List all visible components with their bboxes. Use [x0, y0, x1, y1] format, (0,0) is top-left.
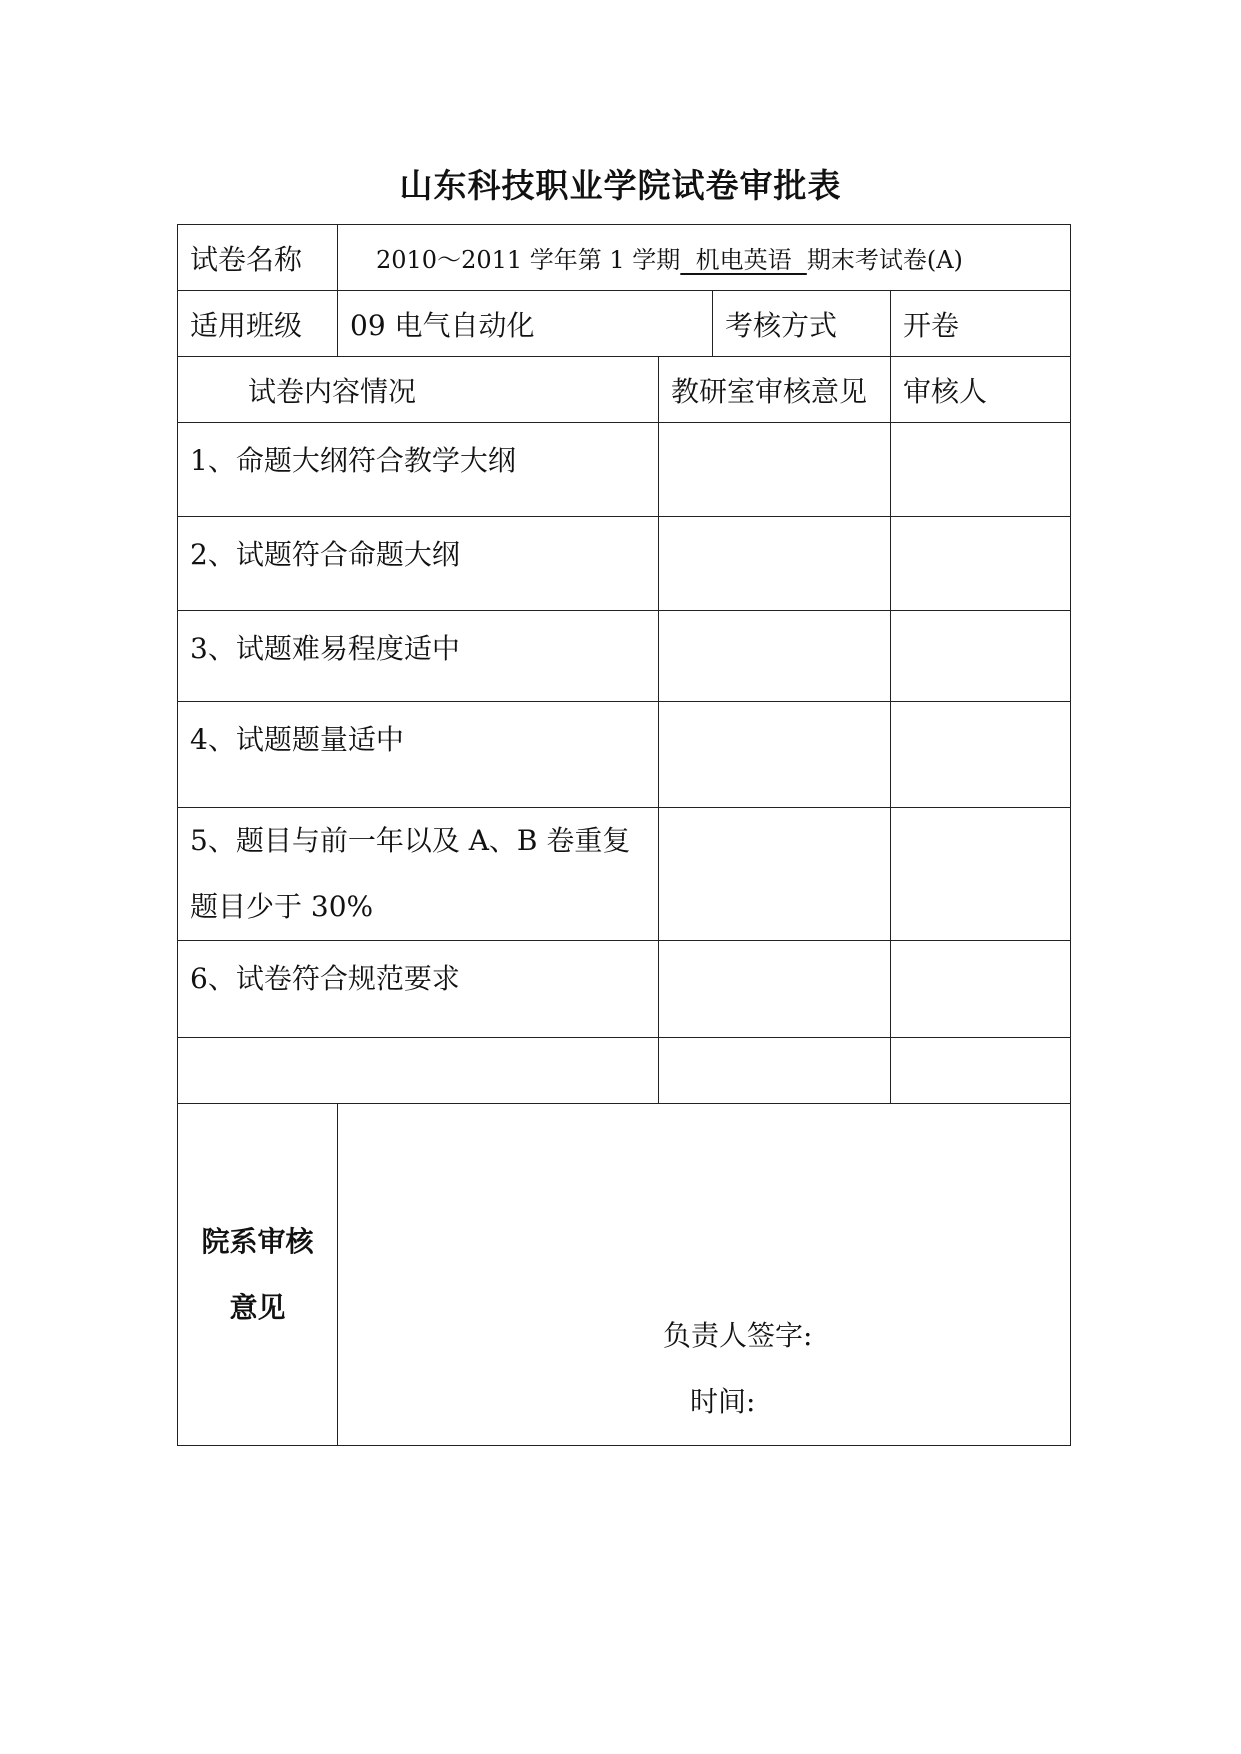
header-row	[178, 357, 1071, 423]
blank-cell	[178, 1038, 659, 1104]
exam-name-label: 试卷名称	[178, 225, 338, 291]
reviewer-cell	[891, 702, 1071, 808]
table-row	[178, 808, 1071, 941]
opinion-cell	[659, 611, 891, 702]
item-4: 4、试题题量适中	[178, 702, 659, 808]
reviewer-cell	[891, 941, 1071, 1038]
content-header: 试卷内容情况	[178, 357, 659, 423]
reviewer-cell	[891, 423, 1071, 517]
dept-review-label	[178, 1104, 338, 1446]
dept-review-label-line2: 意见	[229, 1290, 286, 1324]
class-label: 适用班级	[178, 291, 338, 357]
reviewer-cell	[891, 808, 1071, 941]
item-3: 3、试题难易程度适中	[178, 611, 659, 702]
dept-review-label-line1: 院系审核	[201, 1224, 314, 1258]
class-row	[178, 291, 1071, 357]
dept-review-content	[338, 1104, 1071, 1446]
reviewer-cell	[891, 611, 1071, 702]
table-row	[178, 941, 1071, 1038]
approval-table	[177, 224, 1071, 1446]
reviewer-header: 审核人	[891, 357, 1071, 423]
opinion-cell	[659, 517, 891, 611]
reviewer-cell	[891, 1038, 1071, 1104]
dept-review-row	[178, 1104, 1071, 1446]
exam-name-suffix: 期末考试卷(A)	[806, 246, 963, 274]
table-row	[178, 517, 1071, 611]
reviewer-cell	[891, 517, 1071, 611]
time-label: 时间:	[690, 1385, 756, 1418]
opinion-header: 教研室审核意见	[659, 357, 891, 423]
item-6: 6、试卷符合规范要求	[178, 941, 659, 1038]
opinion-cell	[659, 808, 891, 941]
item-1: 1、命题大纲符合教学大纲	[178, 423, 659, 517]
opinion-cell	[659, 423, 891, 517]
table-row	[178, 1038, 1071, 1104]
exam-name-prefix: 2010～2011 学年第 1 学期	[376, 246, 681, 274]
item-5: 5、题目与前一年以及 A、B 卷重复题目少于 30%	[178, 808, 659, 941]
table-row	[178, 423, 1071, 517]
item-2: 2、试题符合命题大纲	[178, 517, 659, 611]
opinion-cell	[659, 702, 891, 808]
exam-course-name: 机电英语	[680, 246, 807, 274]
form-title: 山东科技职业学院试卷审批表	[399, 166, 842, 205]
exam-name-value	[338, 225, 1071, 291]
opinion-cell	[659, 941, 891, 1038]
opinion-cell	[659, 1038, 891, 1104]
method-value: 开卷	[891, 291, 1071, 357]
method-label: 考核方式	[713, 291, 891, 357]
exam-name-row	[178, 225, 1071, 291]
table-row	[178, 611, 1071, 702]
signature-label: 负责人签字:	[663, 1319, 813, 1352]
class-value: 09 电气自动化	[338, 291, 713, 357]
table-row	[178, 702, 1071, 808]
